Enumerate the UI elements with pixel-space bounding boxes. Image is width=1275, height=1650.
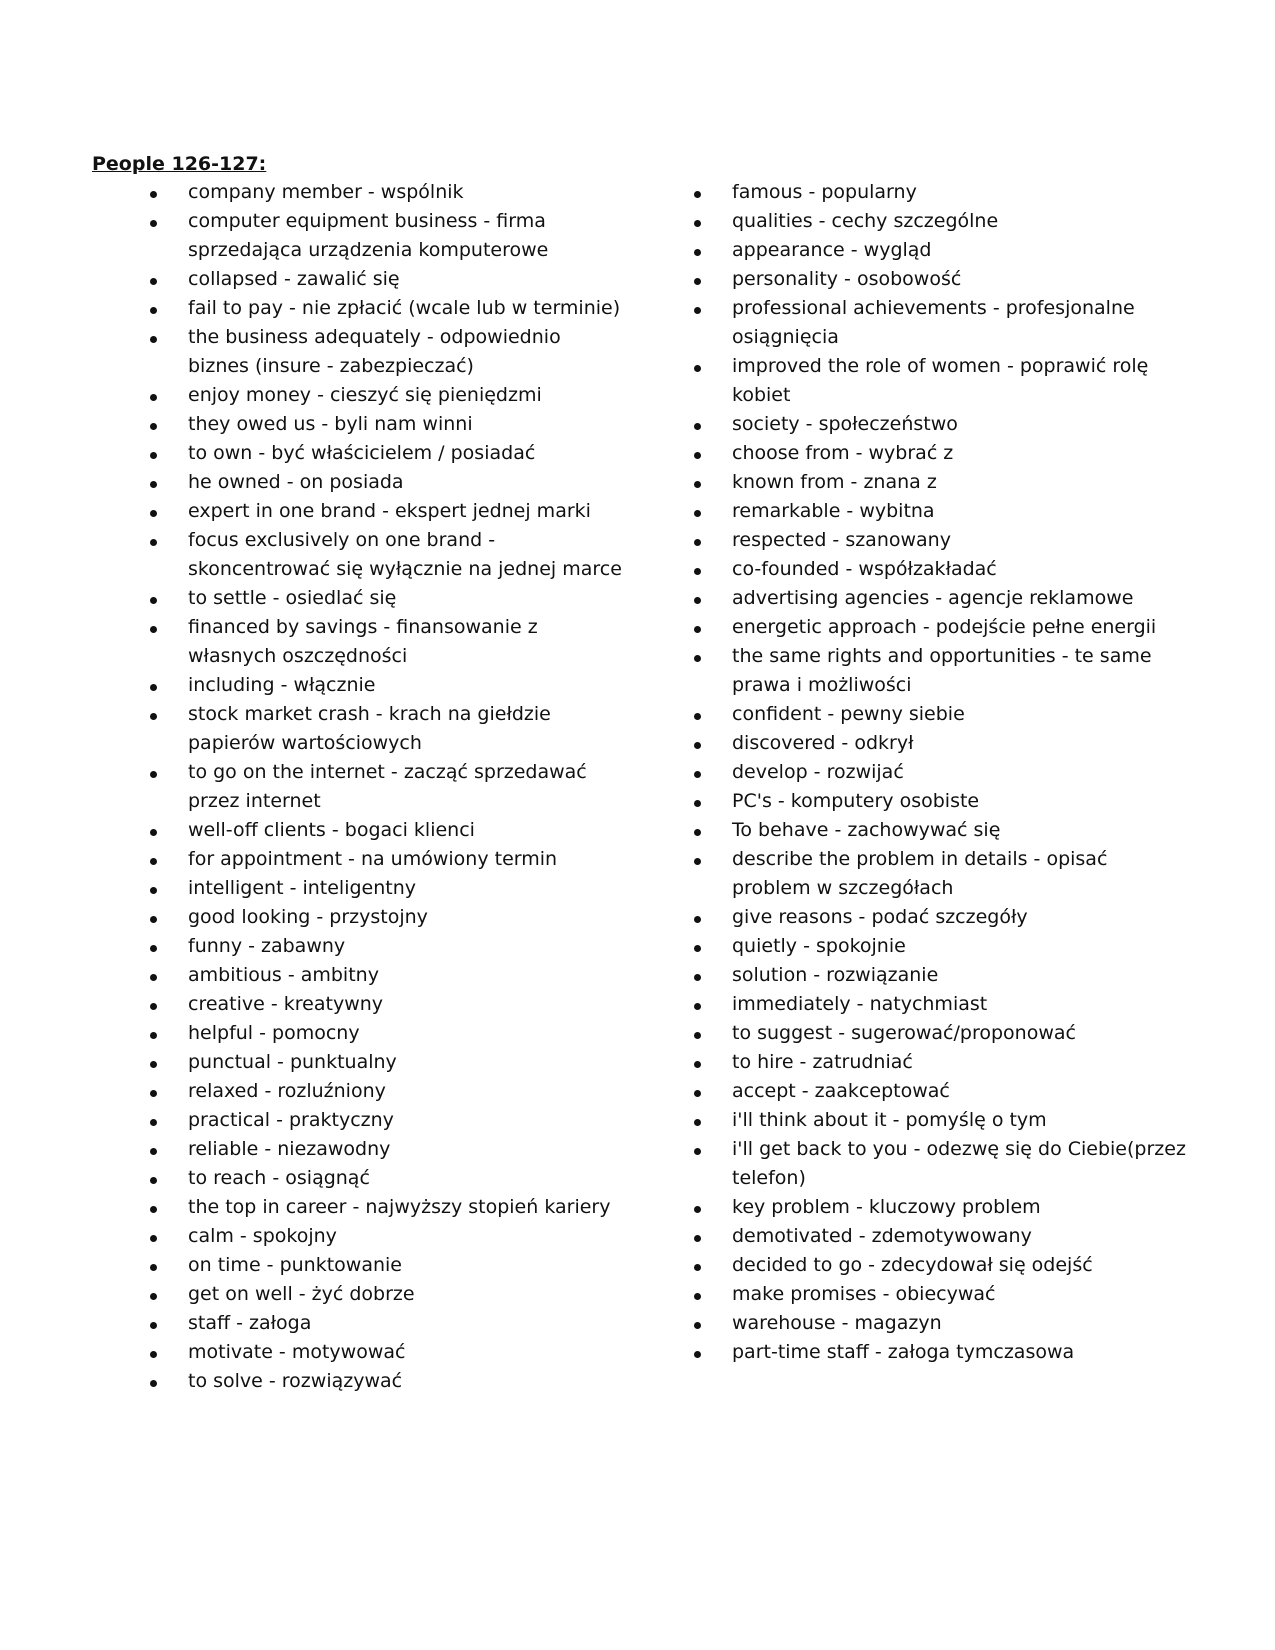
vocabulary-item: part-time staff - załoga tymczasowa bbox=[690, 1338, 1190, 1367]
vocabulary-item: demotivated - zdemotywowany bbox=[690, 1222, 1190, 1251]
vocabulary-item: on time - punktowanie bbox=[146, 1251, 626, 1280]
vocabulary-item: relaxed - rozluźniony bbox=[146, 1077, 626, 1106]
vocabulary-item: for appointment - na umówiony termin bbox=[146, 845, 626, 874]
vocabulary-item: i'll think about it - pomyślę o tym bbox=[690, 1106, 1190, 1135]
vocabulary-item: personality - osobowość bbox=[690, 265, 1190, 294]
vocabulary-item: focus exclusively on one brand - skoncentrować się wyłącznie na jednej marce bbox=[146, 526, 626, 584]
vocabulary-item: accept - zaakceptować bbox=[690, 1077, 1190, 1106]
vocabulary-item: confident - pewny siebie bbox=[690, 700, 1190, 729]
vocabulary-item: punctual - punktualny bbox=[146, 1048, 626, 1077]
vocabulary-item: well-off clients - bogaci klienci bbox=[146, 816, 626, 845]
vocabulary-item: to settle - osiedlać się bbox=[146, 584, 626, 613]
vocabulary-item: to suggest - sugerować/proponować bbox=[690, 1019, 1190, 1048]
vocabulary-list-right bbox=[690, 178, 1190, 1367]
vocabulary-item: computer equipment business - firma sprzedająca urządzenia komputerowe bbox=[146, 207, 626, 265]
vocabulary-item: financed by savings - finansowanie z własnych oszczędności bbox=[146, 613, 626, 671]
vocabulary-item: society - społeczeństwo bbox=[690, 410, 1190, 439]
page-title: People 126-127: bbox=[92, 153, 267, 175]
vocabulary-item: they owed us - byli nam winni bbox=[146, 410, 626, 439]
vocabulary-item: to solve - rozwiązywać bbox=[146, 1367, 626, 1396]
vocabulary-item: remarkable - wybitna bbox=[690, 497, 1190, 526]
vocabulary-item: company member - wspólnik bbox=[146, 178, 626, 207]
vocabulary-item: key problem - kluczowy problem bbox=[690, 1193, 1190, 1222]
vocabulary-item: good looking - przystojny bbox=[146, 903, 626, 932]
vocabulary-item: professional achievements - profesjonalne osiągnięcia bbox=[690, 294, 1190, 352]
vocabulary-list-left bbox=[146, 178, 626, 1396]
vocabulary-item: PC's - komputery osobiste bbox=[690, 787, 1190, 816]
vocabulary-item: respected - szanowany bbox=[690, 526, 1190, 555]
vocabulary-item: choose from - wybrać z bbox=[690, 439, 1190, 468]
vocabulary-item: develop - rozwijać bbox=[690, 758, 1190, 787]
vocabulary-item: expert in one brand - ekspert jednej marki bbox=[146, 497, 626, 526]
vocabulary-item: improved the role of women - poprawić rolę kobiet bbox=[690, 352, 1190, 410]
vocabulary-item: creative - kreatywny bbox=[146, 990, 626, 1019]
vocabulary-item: practical - praktyczny bbox=[146, 1106, 626, 1135]
vocabulary-item: describe the problem in details - opisać problem w szczegółach bbox=[690, 845, 1190, 903]
vocabulary-item: helpful - pomocny bbox=[146, 1019, 626, 1048]
vocabulary-item: appearance - wygląd bbox=[690, 236, 1190, 265]
vocabulary-item: To behave - zachowywać się bbox=[690, 816, 1190, 845]
vocabulary-item: intelligent - inteligentny bbox=[146, 874, 626, 903]
vocabulary-item: decided to go - zdecydował się odejść bbox=[690, 1251, 1190, 1280]
vocabulary-item: quietly - spokojnie bbox=[690, 932, 1190, 961]
vocabulary-item: i'll get back to you - odezwę się do Ciebie(przez telefon) bbox=[690, 1135, 1190, 1193]
vocabulary-item: give reasons - podać szczegóły bbox=[690, 903, 1190, 932]
vocabulary-item: he owned - on posiada bbox=[146, 468, 626, 497]
vocabulary-item: qualities - cechy szczególne bbox=[690, 207, 1190, 236]
vocabulary-item: ambitious - ambitny bbox=[146, 961, 626, 990]
vocabulary-item: including - włącznie bbox=[146, 671, 626, 700]
vocabulary-item: stock market crash - krach na giełdzie papierów wartościowych bbox=[146, 700, 626, 758]
vocabulary-item: to hire - zatrudniać bbox=[690, 1048, 1190, 1077]
vocabulary-item: immediately - natychmiast bbox=[690, 990, 1190, 1019]
vocabulary-item: discovered - odkrył bbox=[690, 729, 1190, 758]
vocabulary-item: reliable - niezawodny bbox=[146, 1135, 626, 1164]
vocabulary-item: fail to pay - nie zpłacić (wcale lub w terminie) bbox=[146, 294, 626, 323]
vocabulary-item: staff - załoga bbox=[146, 1309, 626, 1338]
vocabulary-item: energetic approach - podejście pełne energii bbox=[690, 613, 1190, 642]
vocabulary-item: collapsed - zawalić się bbox=[146, 265, 626, 294]
vocabulary-item: advertising agencies - agencje reklamowe bbox=[690, 584, 1190, 613]
vocabulary-item: the business adequately - odpowiednio biznes (insure - zabezpieczać) bbox=[146, 323, 626, 381]
vocabulary-item: the same rights and opportunities - te same prawa i możliwości bbox=[690, 642, 1190, 700]
vocabulary-item: to own - być właścicielem / posiadać bbox=[146, 439, 626, 468]
vocabulary-item: warehouse - magazyn bbox=[690, 1309, 1190, 1338]
vocabulary-item: make promises - obiecywać bbox=[690, 1280, 1190, 1309]
vocabulary-item: enjoy money - cieszyć się pieniędzmi bbox=[146, 381, 626, 410]
vocabulary-item: co-founded - współzakładać bbox=[690, 555, 1190, 584]
vocabulary-item: motivate - motywować bbox=[146, 1338, 626, 1367]
vocabulary-item: the top in career - najwyższy stopień kariery bbox=[146, 1193, 626, 1222]
vocabulary-item: solution - rozwiązanie bbox=[690, 961, 1190, 990]
vocabulary-item: to go on the internet - zacząć sprzedawać przez internet bbox=[146, 758, 626, 816]
vocabulary-item: famous - popularny bbox=[690, 178, 1190, 207]
vocabulary-item: calm - spokojny bbox=[146, 1222, 626, 1251]
vocabulary-item: funny - zabawny bbox=[146, 932, 626, 961]
vocabulary-item: known from - znana z bbox=[690, 468, 1190, 497]
vocabulary-item: to reach - osiągnąć bbox=[146, 1164, 626, 1193]
vocabulary-item: get on well - żyć dobrze bbox=[146, 1280, 626, 1309]
